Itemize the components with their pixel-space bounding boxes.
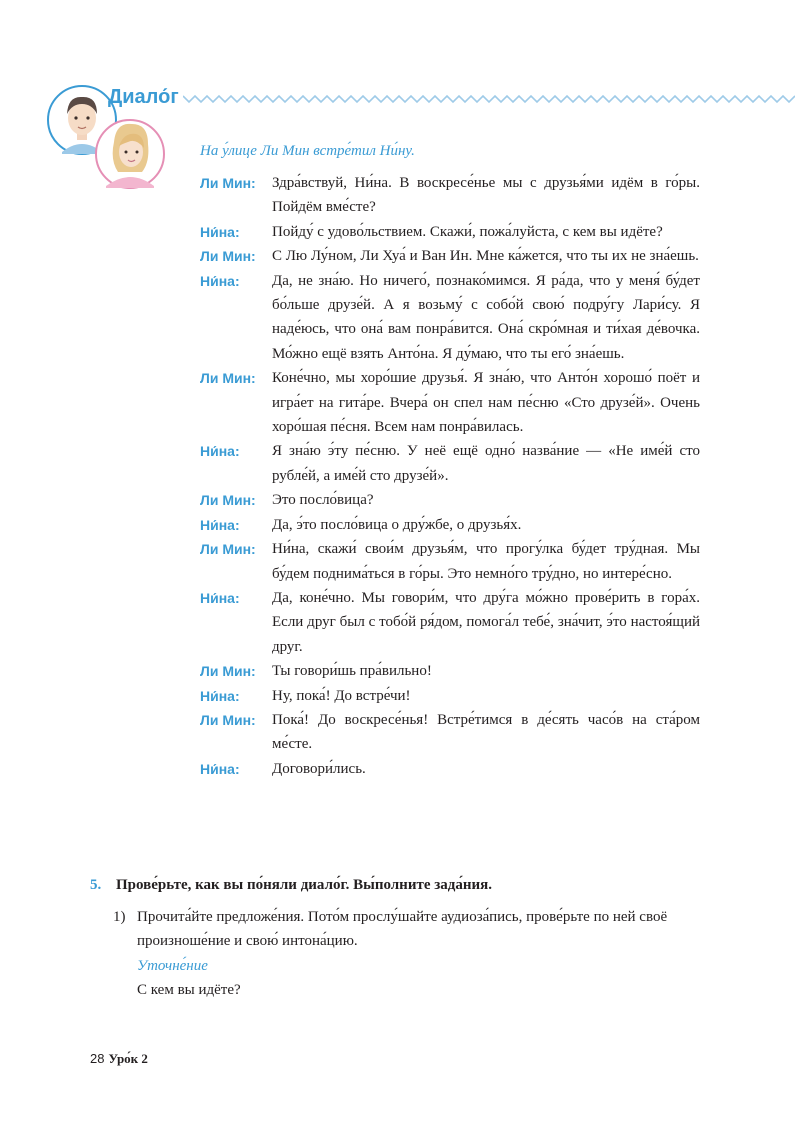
dialog-turn (200, 269, 700, 367)
dialog-turn (200, 488, 700, 512)
task-5-subtask-1 (113, 905, 713, 1003)
dialog-speaker: Ни́на: (200, 272, 240, 289)
dialog-line: Ты говори́шь пра́вильно! (272, 663, 432, 680)
dialog-line: Я зна́ю э́ту пе́сню. У неё ещё одно́ назва́ние — «Не име́й сто рубле́й, а име́й сто друзе́й». (272, 443, 700, 484)
dialog-speaker: Ли Мин: (200, 492, 256, 509)
task-5 (90, 873, 710, 897)
dialog-line: Да, коне́чно. Мы говори́м, что дру́га мо́жно прове́рить в гора́х. Если друг был с тобо́й ря́дом, помога́л тебе́, зна́чит, э́то настоя́щий друг. (272, 589, 700, 655)
header-decorative-line (183, 93, 795, 105)
dialog-line: Коне́чно, мы хоро́шие друзья́. Я зна́ю, что Анто́н хорошо́ поёт и игра́ет на гита́ре. Вчера́ он спел нам пе́сню «Сто друзе́й». Очень хоро́шая пе́сня. Всем нам понра́вилась. (272, 370, 700, 436)
dialog-turn (200, 537, 700, 586)
dialog (200, 171, 700, 781)
dialog-speaker: Ни́на: (200, 516, 240, 533)
task-number: 5. (90, 877, 102, 893)
dialog-turn (200, 757, 700, 781)
dialog-turn (200, 684, 700, 708)
clarification-heading: Уточне́ние (137, 957, 208, 974)
dialog-intro: На у́лице Ли Мин встре́тил Ни́ну. (200, 143, 415, 159)
dialog-turn (200, 220, 700, 244)
dialog-line: Ни́на, скажи́ свои́м друзья́м, что прогу́лка бу́дет тру́дная. Мы бу́дем поднима́ться в го́ры. Это немно́го тру́дно, но интере́сно. (272, 541, 700, 582)
subtask-instructions: Прочита́йте предложе́ния. Пото́м прослу́шайте аудиоза́пись, прове́рьте по ней своё произноше́ние и свою́ интона́цию. (137, 909, 668, 950)
dialog-line: Здра́вствуй, Ни́на. В воскресе́нье мы с друзья́ми идём в го́ры. Пойдём вме́сте? (272, 175, 700, 216)
dialog-turn (200, 513, 700, 537)
dialog-line: Да, не зна́ю. Но ничего́, познако́мимся. Я ра́да, что у меня́ бу́дет бо́льше друзе́й. А я возьму́ с собо́й свою́ подру́гу Лари́су. Я наде́юсь, что она́ вам понра́вится. Она́ скро́мная и ти́хая де́вочка. Мо́жно ещё взять Анто́на. Я ду́маю, что ты его́ зна́ешь. (272, 272, 700, 362)
dialog-speaker: Ни́на: (200, 223, 240, 240)
dialog-turn (200, 366, 700, 439)
dialog-speaker: Ни́на: (200, 443, 240, 460)
page-number: 28 (90, 1051, 105, 1066)
section-title: Диало́г (108, 86, 179, 108)
dialog-line: С Лю Лу́ном, Ли Хуа́ и Ван Ин. Мне ка́жется, что ты их не зна́ешь. (272, 248, 699, 265)
subtask-number: 1) (113, 909, 126, 925)
dialog-turn (200, 586, 700, 659)
dialog-line: Пойду́ с удово́льствием. Скажи́, пожа́луйста, с кем вы идёте? (272, 223, 663, 240)
lesson-label: Уро́к 2 (108, 1051, 148, 1066)
dialog-line: Да, э́то посло́вица о дру́жбе, о друзья́х. (272, 516, 522, 533)
dialog-speaker: Ни́на: (200, 589, 240, 606)
dialog-speaker: Ли Мин: (200, 541, 256, 558)
dialog-line: Это посло́вица? (272, 492, 374, 509)
dialog-speaker: Ли Мин: (200, 370, 256, 387)
dialog-speaker: Ли Мин: (200, 711, 256, 728)
dialog-turn (200, 659, 700, 683)
dialog-speaker: Ли Мин: (200, 175, 256, 191)
dialog-speaker: Ли Мин: (200, 248, 256, 265)
dialog-line: Договори́лись. (272, 760, 366, 777)
dialog-turn (200, 244, 700, 268)
dialog-turn (200, 708, 700, 757)
dialog-line: Ну, пока́! До встре́чи! (272, 687, 411, 704)
dialog-turn (200, 439, 700, 488)
dialog-turn (200, 171, 700, 220)
page-footer (90, 1051, 148, 1067)
dialog-speaker: Ли Мин: (200, 663, 256, 680)
dialog-speaker: Ни́на: (200, 760, 240, 777)
dialog-speaker: Ни́на: (200, 687, 240, 704)
dialog-line: Пока́! До воскресе́нья! Встре́тимся в де́сять часо́в на ста́ром ме́сте. (272, 711, 700, 753)
task-title: Прове́рьте, как вы по́няли диало́г. Вы́полните зада́ния. (116, 877, 493, 893)
example-question: С кем вы идёте? (137, 982, 241, 999)
